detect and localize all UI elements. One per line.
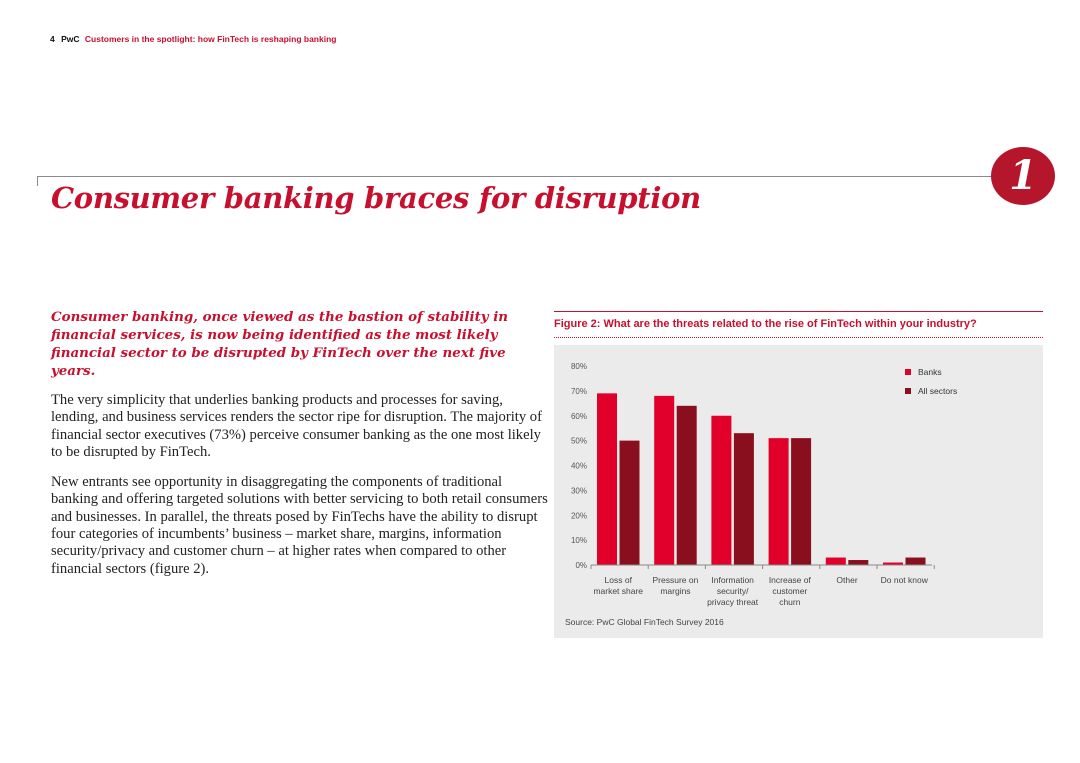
y-tick-label: 30% xyxy=(570,486,587,496)
legend-label: All sectors xyxy=(918,386,958,396)
bar xyxy=(769,438,789,565)
figure-rule xyxy=(554,311,1043,312)
category-label: security/ xyxy=(716,586,749,596)
y-tick-label: 0% xyxy=(575,561,587,570)
bar xyxy=(597,393,617,565)
bar xyxy=(848,560,868,565)
section-number-badge: 1 xyxy=(991,147,1055,205)
y-tick-label: 70% xyxy=(570,386,587,396)
category-label: Do not know xyxy=(880,575,928,585)
category-label: privacy threat xyxy=(707,597,759,607)
y-tick-label: 40% xyxy=(570,461,587,471)
bar xyxy=(791,438,811,565)
body-paragraph-1: The very simplicity that underlies banking products and processes for saving, lending, and business services renders the sector ripe for disruption. The majority of financial sector executives (73%) perceive consumer banking as the one most likely to be disrupted by FinTech. xyxy=(51,392,542,460)
category-label: Other xyxy=(836,575,858,585)
category-label: churn xyxy=(779,597,801,607)
document-title: Customers in the spotlight: how FinTech is reshaping banking xyxy=(84,34,337,44)
section-rule xyxy=(37,176,995,177)
section-rule-tick xyxy=(37,176,38,186)
y-tick-label: 10% xyxy=(570,536,587,546)
figure-title: Figure 2: What are the threats related to the rise of FinTech within your industry? xyxy=(554,318,977,330)
figure-source: Source: PwC Global FinTech Survey 2016 xyxy=(565,617,724,627)
figure-dotted-rule xyxy=(554,337,1043,338)
chart-panel xyxy=(554,345,1043,638)
y-tick-label: 60% xyxy=(570,411,587,421)
body-paragraph-2: New entrants see opportunity in disaggregating the components of traditional banking and offering targeted solutions with better servicing to both retail consumers and businesses. In parallel, the threats posed by FinTechs have the ability to disrupt four categories of incumbents’ business – market share, margins, information security/privacy and customer churn – at higher rates when compared to other financial sectors (figure 2). xyxy=(51,474,548,577)
category-label: Loss of xyxy=(604,575,632,585)
bar-chart xyxy=(554,345,1043,610)
article-body xyxy=(51,308,551,591)
legend-swatch xyxy=(905,369,911,375)
category-label: Pressure on xyxy=(652,575,699,585)
page-number: 4 xyxy=(50,34,55,44)
bar xyxy=(620,441,640,565)
bar xyxy=(734,433,754,565)
y-tick-label: 80% xyxy=(570,362,587,371)
category-label: market share xyxy=(593,586,644,596)
legend-label: Banks xyxy=(918,367,942,377)
bar xyxy=(654,396,674,565)
lead-paragraph: Consumer banking, once viewed as the bastion of stability in financial services, is now being identified as the most likely financial sector to be disrupted by FinTech over the next five years. xyxy=(51,309,509,379)
page-title: Consumer banking braces for disruption xyxy=(51,181,701,215)
y-tick-label: 20% xyxy=(570,511,587,521)
bar xyxy=(711,416,731,565)
bar xyxy=(826,558,846,565)
category-label: customer xyxy=(772,586,808,596)
bar xyxy=(906,558,926,565)
y-tick-label: 50% xyxy=(570,436,587,446)
bar xyxy=(677,406,697,565)
legend-swatch xyxy=(905,388,911,394)
category-label: Increase of xyxy=(768,575,811,585)
brand-name: PwC xyxy=(61,34,80,44)
category-label: Information xyxy=(711,575,754,585)
running-header xyxy=(50,34,336,44)
category-label: margins xyxy=(660,586,691,596)
